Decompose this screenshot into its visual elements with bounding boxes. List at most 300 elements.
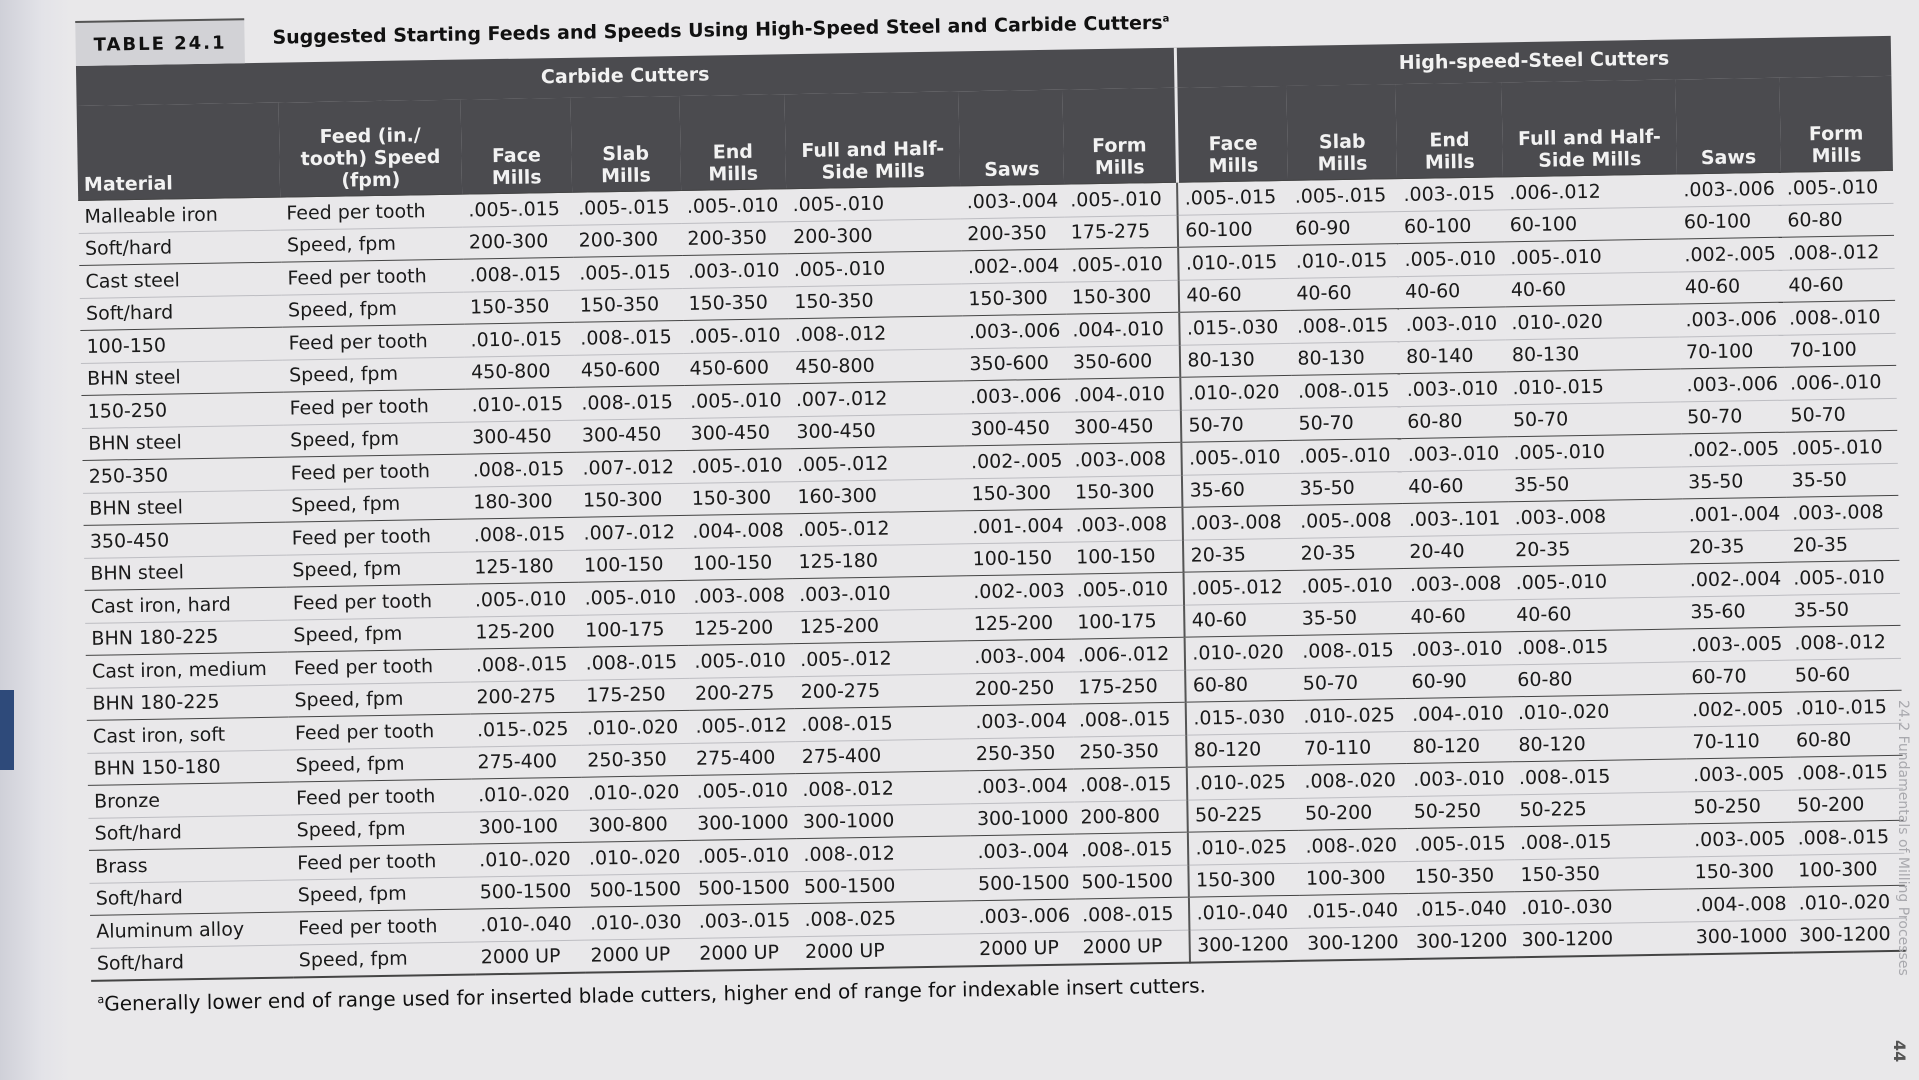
carbide-col-header: End Mills: [679, 94, 786, 190]
carbide-value-cell: 200-250: [969, 672, 1073, 706]
hss-value-cell: 40-60: [1184, 603, 1296, 637]
hss-group-header: High-speed-Steel Cutters: [1175, 36, 1891, 88]
parameter-cell: Speed, fpm: [281, 227, 464, 263]
hss-value-cell: .008-.015: [1514, 824, 1689, 859]
carbide-value-cell: .015-.025: [471, 712, 581, 746]
parameter-cell: Speed, fpm: [283, 357, 466, 393]
carbide-value-cell: .010-.040: [474, 907, 584, 941]
hss-value-cell: .010-.020: [1505, 304, 1680, 339]
material-cell: Cast steel: [79, 262, 282, 298]
hss-value-cell: 50-70: [1784, 398, 1897, 432]
carbide-value-cell: .003-.004: [971, 834, 1075, 868]
hss-value-cell: 80-130: [1291, 341, 1400, 375]
footnote-mark: a: [97, 992, 105, 1007]
material-cell: Soft/hard: [79, 230, 282, 266]
parameter-cell: Speed, fpm: [285, 487, 468, 523]
carbide-value-cell: .008-.015: [795, 706, 970, 741]
hss-value-cell: 60-70: [1685, 660, 1789, 694]
hss-value-cell: .005-.010: [1182, 440, 1294, 474]
hss-value-cell: .005-.015: [1408, 827, 1514, 861]
carbide-value-cell: .003-.010: [682, 254, 788, 288]
hss-value-cell: 50-250: [1687, 790, 1791, 824]
carbide-value-cell: 275-400: [690, 741, 796, 775]
hss-value-cell: 60-80: [1401, 404, 1507, 438]
carbide-value-cell: 200-275: [689, 676, 795, 710]
parameter-cell: Speed, fpm: [287, 617, 470, 653]
material-cell: BHN steel: [81, 360, 284, 396]
carbide-value-cell: 200-300: [572, 223, 681, 257]
carbide-value-cell: .002-.003: [967, 574, 1071, 608]
hss-value-cell: .003-.006: [1677, 172, 1781, 206]
carbide-value-cell: 200-275: [794, 673, 969, 708]
hss-value-cell: 150-350: [1514, 856, 1689, 891]
carbide-value-cell: .004-.010: [1067, 377, 1181, 411]
carbide-value-cell: .010-.020: [472, 777, 582, 811]
hss-value-cell: .005-.010: [1509, 564, 1684, 599]
carbide-col-header: Face Mills: [461, 98, 572, 194]
hss-value-cell: .002-.004: [1684, 562, 1788, 596]
carbide-value-cell: .005-.015: [573, 255, 682, 289]
hss-value-cell: .004-.010: [1406, 697, 1512, 731]
carbide-value-cell: .010-.020: [473, 842, 583, 876]
hss-value-cell: 40-60: [1505, 271, 1680, 306]
hss-value-cell: .002-.005: [1686, 692, 1790, 726]
carbide-value-cell: .008-.012: [797, 836, 972, 871]
hss-value-cell: .008-.015: [1513, 759, 1688, 794]
parameter-cell: Feed per tooth: [289, 714, 472, 750]
parameter-cell: Speed, fpm: [282, 292, 465, 328]
hss-value-cell: .010-.020: [1181, 375, 1293, 409]
parameter-cell: Feed per tooth: [282, 324, 465, 360]
hss-value-cell: 70-110: [1686, 725, 1790, 759]
carbide-value-cell: 100-150: [687, 546, 793, 580]
carbide-value-cell: .010-.020: [581, 710, 690, 744]
hss-value-cell: 20-35: [1509, 531, 1684, 566]
hss-value-cell: .010-.015: [1179, 245, 1291, 279]
carbide-value-cell: .008-.015: [574, 320, 683, 354]
hss-value-cell: 50-70: [1681, 400, 1785, 434]
parameter-cell: Speed, fpm: [293, 942, 476, 978]
carbide-value-cell: .005-.010: [681, 189, 787, 223]
hss-value-cell: 80-130: [1180, 343, 1292, 377]
hss-value-cell: .010-.020: [1185, 635, 1297, 669]
carbide-value-cell: 125-200: [469, 615, 579, 649]
hss-value-cell: 60-100: [1678, 205, 1782, 239]
carbide-col-header: Saws: [959, 90, 1064, 186]
carbide-value-cell: 100-175: [1071, 605, 1185, 639]
hss-value-cell: .005-.010: [1504, 239, 1679, 274]
carbide-value-cell: 300-1000: [971, 802, 1075, 836]
hss-value-cell: 60-80: [1781, 203, 1894, 237]
carbide-value-cell: 175-275: [1065, 215, 1179, 249]
material-cell: Cast iron, medium: [86, 652, 289, 688]
carbide-value-cell: 450-600: [575, 353, 684, 387]
carbide-value-cell: 125-200: [688, 611, 794, 645]
carbide-value-cell: .008-.015: [575, 385, 684, 419]
hss-value-cell: 300-1000: [1689, 920, 1793, 955]
table-sheet: [75, 0, 1912, 1068]
hss-col-header: Full and Half-Side Mills: [1501, 79, 1677, 176]
carbide-value-cell: .005-.015: [462, 192, 572, 226]
carbide-value-cell: .007-.012: [577, 515, 686, 549]
hss-value-cell: 40-60: [1290, 276, 1399, 310]
hss-value-cell: .008-.012: [1788, 625, 1901, 659]
hss-value-cell: .015-.040: [1409, 892, 1515, 926]
carbide-value-cell: 180-300: [467, 485, 577, 519]
carbide-value-cell: .005-.010: [786, 186, 961, 221]
hss-value-cell: .003-.006: [1680, 367, 1784, 401]
carbide-value-cell: 150-300: [577, 483, 686, 517]
carbide-value-cell: 200-350: [961, 217, 1065, 251]
hss-value-cell: .003-.008: [1508, 499, 1683, 534]
hss-value-cell: 40-60: [1510, 596, 1685, 631]
carbide-value-cell: 200-300: [787, 218, 962, 253]
hss-value-cell: .015-.030: [1186, 700, 1298, 734]
carbide-value-cell: .007-.012: [576, 450, 685, 484]
carbide-value-cell: 150-350: [682, 286, 788, 320]
running-head: 24.2 Fundamentals of Milling Processes: [1895, 700, 1911, 976]
carbide-value-cell: 500-1500: [583, 873, 692, 907]
material-column-header: Material: [77, 103, 281, 201]
hss-value-cell: 150-350: [1409, 859, 1515, 893]
carbide-value-cell: .008-.015: [1075, 832, 1189, 866]
hss-value-cell: .010-.025: [1187, 765, 1299, 799]
parameter-cell: Feed per tooth: [288, 649, 471, 685]
hss-value-cell: 80-140: [1400, 339, 1506, 373]
hss-value-cell: 35-50: [1785, 463, 1898, 497]
carbide-value-cell: .008-.015: [463, 257, 573, 291]
carbide-value-cell: .005-.015: [572, 190, 681, 224]
hss-value-cell: .003-.010: [1402, 437, 1508, 471]
carbide-value-cell: .008-.015: [579, 645, 688, 679]
hss-value-cell: 20-35: [1786, 528, 1899, 562]
carbide-value-cell: 500-1500: [473, 875, 583, 909]
carbide-value-cell: .005-.010: [578, 580, 687, 614]
carbide-value-cell: 100-150: [578, 548, 687, 582]
carbide-value-cell: 300-1000: [691, 806, 797, 840]
hss-value-cell: .015-.030: [1180, 310, 1292, 344]
carbide-value-cell: .002-.004: [962, 249, 1066, 283]
material-cell: Soft/hard: [90, 880, 293, 916]
hss-value-cell: .008-.020: [1298, 764, 1407, 798]
carbide-value-cell: .005-.010: [469, 582, 579, 616]
hss-value-cell: 40-60: [1399, 274, 1505, 308]
hss-value-cell: .010-.015: [1789, 690, 1902, 724]
hss-value-cell: 40-60: [1679, 270, 1783, 304]
hss-value-cell: 50-200: [1299, 796, 1408, 830]
hss-value-cell: 40-60: [1402, 469, 1508, 503]
carbide-value-cell: 100-150: [966, 542, 1070, 576]
carbide-value-cell: .005-.012: [794, 641, 969, 676]
carbide-value-cell: .008-.015: [1076, 897, 1190, 931]
parameter-column-header: Feed (in./ tooth) Speed (fpm): [279, 100, 463, 198]
carbide-value-cell: .003-.004: [968, 639, 1072, 673]
carbide-value-cell: .005-.012: [689, 709, 795, 743]
carbide-value-cell: .010-.030: [584, 905, 693, 939]
material-cell: Soft/hard: [88, 815, 291, 851]
hss-value-cell: 300-1200: [1301, 926, 1410, 961]
carbide-value-cell: 500-1500: [1075, 865, 1189, 899]
hss-col-header: End Mills: [1396, 82, 1503, 178]
hss-value-cell: 60-100: [1178, 213, 1290, 247]
hss-value-cell: 60-100: [1504, 206, 1679, 241]
carbide-value-cell: .006-.012: [1072, 637, 1186, 671]
carbide-value-cell: 2000 UP: [693, 936, 799, 971]
carbide-value-cell: 450-800: [789, 348, 964, 383]
hss-value-cell: .003-.005: [1685, 627, 1789, 661]
carbide-value-cell: 275-400: [471, 745, 581, 779]
carbide-value-cell: .005-.010: [787, 251, 962, 286]
hss-value-cell: 300-1200: [1515, 921, 1690, 957]
hss-value-cell: 20-35: [1183, 538, 1295, 572]
carbide-value-cell: 2000 UP: [1076, 930, 1190, 965]
carbide-value-cell: 150-300: [1066, 280, 1180, 314]
carbide-value-cell: 500-1500: [692, 871, 798, 905]
carbide-value-cell: .010-.020: [583, 840, 692, 874]
hss-value-cell: 300-1200: [1190, 928, 1302, 963]
material-cell: BHN 180-225: [86, 685, 289, 721]
carbide-value-cell: .005-.010: [1065, 247, 1179, 281]
hss-value-cell: 35-60: [1684, 595, 1788, 629]
parameter-cell: Feed per tooth: [287, 584, 470, 620]
carbide-value-cell: .005-.012: [791, 446, 966, 481]
carbide-value-cell: .005-.010: [684, 384, 790, 418]
carbide-value-cell: .008-.015: [470, 647, 580, 681]
parameter-cell: Speed, fpm: [290, 812, 473, 848]
carbide-value-cell: 100-150: [1070, 540, 1184, 574]
hss-value-cell: 35-50: [1682, 465, 1786, 499]
carbide-value-cell: 500-1500: [798, 868, 973, 903]
material-cell: BHN 150-180: [87, 750, 290, 786]
carbide-value-cell: .003-.006: [963, 314, 1067, 348]
carbide-value-cell: .003-.008: [1069, 507, 1183, 541]
carbide-value-cell: .008-.015: [1073, 702, 1187, 736]
carbide-value-cell: .010-.015: [464, 322, 574, 356]
material-cell: BHN steel: [83, 490, 286, 526]
hss-value-cell: .003-.005: [1688, 822, 1792, 856]
carbide-value-cell: .008-.015: [1074, 767, 1188, 801]
carbide-value-cell: .001-.004: [966, 509, 1070, 543]
carbide-value-cell: 450-600: [683, 351, 789, 385]
parameter-cell: Feed per tooth: [286, 519, 469, 555]
carbide-value-cell: 150-300: [1069, 475, 1183, 509]
hss-col-header: Form Mills: [1779, 76, 1893, 172]
hss-value-cell: .010-.025: [1297, 699, 1406, 733]
carbide-value-cell: 500-1500: [972, 867, 1076, 901]
parameter-cell: Feed per tooth: [280, 194, 463, 230]
hss-value-cell: .010-.015: [1290, 244, 1399, 278]
hss-value-cell: 150-300: [1189, 863, 1301, 897]
hss-value-cell: 80-120: [1512, 726, 1687, 761]
page-number: 44: [1890, 1040, 1909, 1063]
carbide-value-cell: 200-800: [1074, 800, 1188, 834]
carbide-value-cell: 300-450: [1068, 410, 1182, 444]
hss-value-cell: 70-100: [1680, 335, 1784, 369]
hss-value-cell: .008-.015: [1291, 309, 1400, 343]
carbide-value-cell: .005-.010: [1070, 572, 1184, 606]
page-shadow-edge: [0, 0, 70, 1080]
hss-value-cell: 300-1200: [1410, 924, 1516, 959]
hss-value-cell: 20-40: [1403, 534, 1509, 568]
hss-value-cell: .010-.020: [1512, 694, 1687, 729]
carbide-value-cell: .010-.015: [465, 387, 575, 421]
material-cell: Aluminum alloy: [90, 912, 293, 948]
hss-value-cell: .008-.015: [1292, 374, 1401, 408]
page-edge-tab: [0, 690, 14, 770]
hss-value-cell: .003-.008: [1786, 495, 1899, 529]
carbide-value-cell: .007-.012: [790, 381, 965, 416]
carbide-value-cell: 250-350: [1073, 735, 1187, 769]
hss-value-cell: .010-.040: [1189, 895, 1301, 929]
hss-value-cell: 35-50: [1508, 466, 1683, 501]
carbide-col-header: Full and Half-Side Mills: [785, 91, 961, 188]
hss-value-cell: .003-.008: [1404, 567, 1510, 601]
hss-value-cell: .004-.008: [1689, 887, 1793, 921]
hss-value-cell: 80-130: [1506, 336, 1681, 371]
carbide-value-cell: 150-350: [574, 288, 683, 322]
hss-value-cell: .010-.020: [1792, 885, 1905, 919]
parameter-cell: Feed per tooth: [292, 909, 475, 945]
hss-value-cell: .003-.101: [1403, 502, 1509, 536]
hss-value-cell: .008-.015: [1511, 629, 1686, 664]
hss-value-cell: 50-200: [1791, 788, 1904, 822]
carbide-value-cell: .003-.008: [1068, 442, 1182, 476]
hss-value-cell: 150-300: [1688, 855, 1792, 889]
hss-value-cell: .008-.012: [1782, 235, 1895, 269]
hss-value-cell: .005-.010: [1293, 439, 1402, 473]
carbide-value-cell: 125-200: [967, 607, 1071, 641]
carbide-value-cell: .005-.010: [690, 774, 796, 808]
footnote-text: Generally lower end of range used for inserted blade cutters, higher end of range for indexable insert cutters.: [104, 973, 1207, 1016]
hss-value-cell: 60-80: [1511, 661, 1686, 696]
table-title-text: Suggested Starting Feeds and Speeds Using High-Speed Steel and Carbide Cutters: [272, 11, 1163, 49]
carbide-value-cell: 2000 UP: [475, 940, 585, 975]
hss-value-cell: .008-.015: [1791, 820, 1904, 854]
material-cell: Bronze: [88, 782, 291, 818]
hss-value-cell: 50-70: [1181, 408, 1293, 442]
carbide-value-cell: .003-.006: [964, 379, 1068, 413]
hss-value-cell: 40-60: [1179, 278, 1291, 312]
hss-value-cell: .005-.010: [1295, 569, 1404, 603]
carbide-value-cell: 350-600: [1067, 345, 1181, 379]
carbide-value-cell: .005-.010: [1064, 182, 1178, 216]
hss-value-cell: 80-120: [1406, 729, 1512, 763]
material-cell: 150-250: [81, 392, 284, 428]
hss-value-cell: 300-1200: [1793, 918, 1906, 953]
carbide-value-cell: 200-350: [681, 221, 787, 255]
carbide-value-cell: 300-800: [582, 808, 691, 842]
carbide-value-cell: 300-450: [466, 420, 576, 454]
parameter-cell: Speed, fpm: [291, 877, 474, 913]
hss-value-cell: .008-.010: [1783, 300, 1896, 334]
carbide-value-cell: .003-.004: [969, 704, 1073, 738]
hss-value-cell: 50-60: [1789, 658, 1902, 692]
hss-value-cell: .003-.006: [1679, 302, 1783, 336]
hss-value-cell: 80-120: [1187, 733, 1299, 767]
hss-value-cell: 20-35: [1683, 530, 1787, 564]
parameter-cell: Speed, fpm: [286, 552, 469, 588]
carbide-value-cell: .005-.010: [683, 319, 789, 353]
carbide-value-cell: .003-.008: [687, 579, 793, 613]
carbide-value-cell: .004-.008: [686, 514, 792, 548]
hss-value-cell: .005-.015: [1288, 179, 1397, 213]
hss-value-cell: 60-100: [1398, 209, 1504, 243]
hss-value-cell: 60-80: [1186, 668, 1298, 702]
parameter-cell: Feed per tooth: [290, 779, 473, 815]
carbide-value-cell: 200-275: [470, 680, 580, 714]
carbide-value-cell: 175-250: [580, 678, 689, 712]
hss-value-cell: .010-.025: [1188, 830, 1300, 864]
hss-value-cell: .003-.008: [1183, 505, 1295, 539]
carbide-value-cell: 300-100: [472, 810, 582, 844]
title-footnote-mark: a: [1162, 13, 1170, 25]
carbide-value-cell: .008-.025: [798, 901, 973, 936]
carbide-value-cell: 150-300: [965, 477, 1069, 511]
hss-value-cell: .003-.010: [1399, 307, 1505, 341]
hss-value-cell: .010-.015: [1506, 369, 1681, 404]
hss-value-cell: 35-60: [1182, 473, 1294, 507]
parameter-cell: Speed, fpm: [288, 682, 471, 718]
hss-value-cell: .003-.015: [1397, 177, 1503, 211]
carbide-value-cell: .010-.020: [582, 775, 691, 809]
hss-value-cell: .003-.010: [1400, 372, 1506, 406]
hss-value-cell: .001-.004: [1682, 497, 1786, 531]
carbide-value-cell: 2000 UP: [799, 933, 974, 969]
material-cell: Cast iron, soft: [87, 717, 290, 753]
material-cell: BHN 180-225: [85, 620, 288, 656]
carbide-value-cell: 125-200: [793, 608, 968, 643]
hss-value-cell: 20-35: [1294, 536, 1403, 570]
carbide-value-cell: 200-300: [463, 225, 573, 259]
carbide-value-cell: 300-450: [576, 418, 685, 452]
carbide-value-cell: 300-1000: [797, 803, 972, 838]
carbide-value-cell: 275-400: [796, 738, 971, 773]
hss-value-cell: .003-.010: [1405, 632, 1511, 666]
hss-value-cell: 50-70: [1507, 401, 1682, 436]
hss-value-cell: .008-.015: [1296, 634, 1405, 668]
hss-value-cell: 60-90: [1405, 664, 1511, 698]
hss-value-cell: 50-225: [1513, 791, 1688, 826]
hss-value-cell: .002-.005: [1678, 237, 1782, 271]
carbide-value-cell: 250-350: [970, 737, 1074, 771]
hss-value-cell: 50-225: [1188, 798, 1300, 832]
carbide-group-header: Carbide Cutters: [76, 48, 1176, 106]
carbide-value-cell: 175-250: [1072, 670, 1186, 704]
carbide-value-cell: .008-.012: [796, 771, 971, 806]
material-cell: 350-450: [84, 522, 287, 558]
carbide-value-cell: .004-.010: [1066, 312, 1180, 346]
carbide-value-cell: .008-.015: [468, 517, 578, 551]
hss-value-cell: 50-70: [1292, 406, 1401, 440]
hss-value-cell: .005-.008: [1294, 504, 1403, 538]
hss-value-cell: 70-100: [1783, 333, 1896, 367]
hss-value-cell: .003-.010: [1407, 762, 1513, 796]
carbide-col-header: Form Mills: [1062, 88, 1177, 184]
hss-col-header: Saws: [1676, 78, 1781, 174]
carbide-value-cell: 350-600: [963, 347, 1067, 381]
material-cell: Cast iron, hard: [85, 587, 288, 623]
hss-value-cell: .006-.010: [1784, 365, 1897, 399]
hss-value-cell: .005-.010: [1785, 430, 1898, 464]
parameter-cell: Speed, fpm: [289, 747, 472, 783]
hss-value-cell: .002-.005: [1681, 432, 1785, 466]
feeds-speeds-table: [76, 36, 1906, 982]
parameter-cell: Feed per tooth: [284, 454, 467, 490]
carbide-value-cell: .005-.010: [688, 644, 794, 678]
carbide-value-cell: 300-450: [790, 413, 965, 448]
carbide-value-cell: 2000 UP: [584, 938, 693, 973]
carbide-value-cell: .003-.004: [970, 769, 1074, 803]
